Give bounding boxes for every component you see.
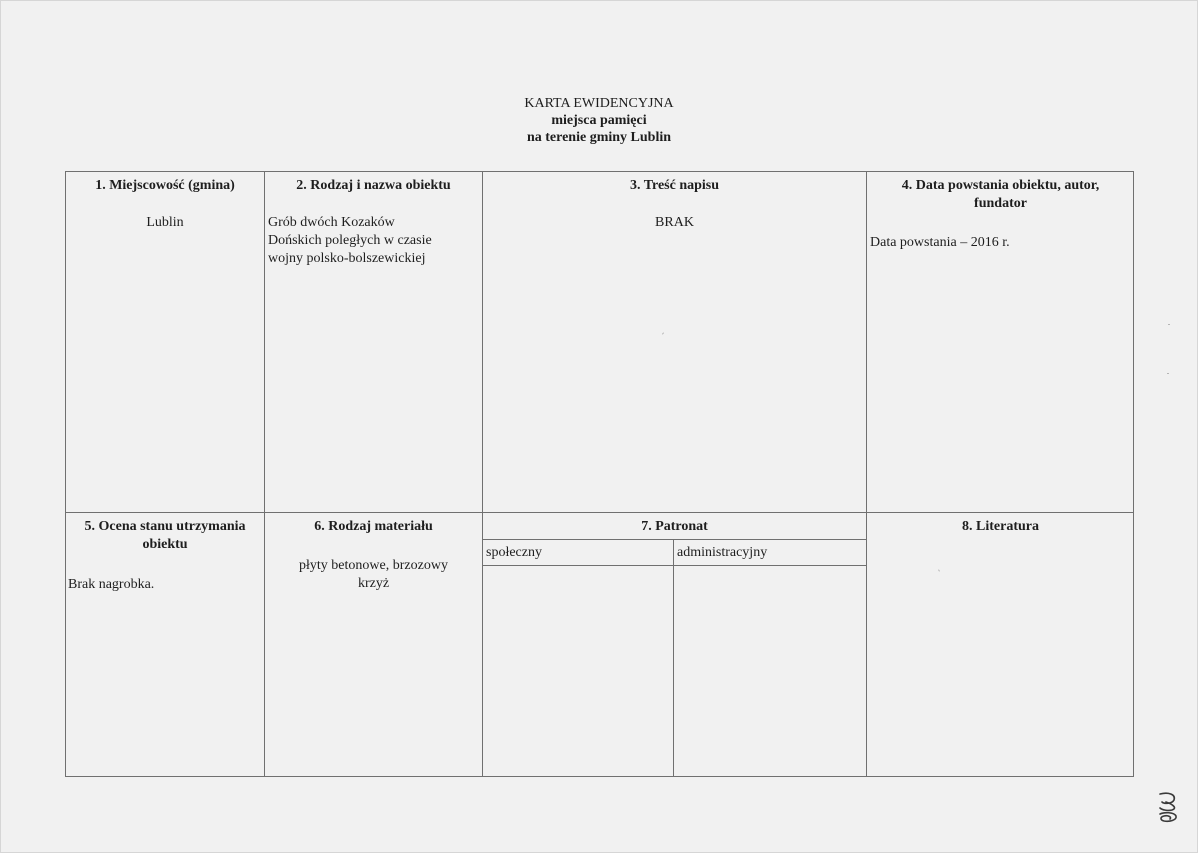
title-line-1: KARTA EWIDENCYJNA (524, 96, 674, 111)
cell-value-inscription: BRAK (655, 215, 694, 230)
scan-speck (938, 569, 940, 571)
cell-title-inscription: 3. Treść napisu (629, 178, 720, 193)
title-line-2: miejsca pamięci (551, 113, 647, 128)
patronage-social: społeczny (486, 545, 542, 560)
document-title (0, 96, 1198, 112)
object-type-line-2: Dońskich poległych w czasie (268, 233, 432, 248)
table-vline-patronat (673, 539, 674, 777)
condition-title-line-1: 5. Ocena stanu utrzymania (84, 519, 246, 534)
cell-value-material (265, 557, 482, 593)
table-hline-row (65, 512, 1134, 513)
table-vline-3 (866, 171, 867, 777)
material-line-2: krzyż (357, 576, 390, 591)
cell-value-date-author: Data powstania – 2016 r. (870, 235, 1010, 250)
table-vline-1 (264, 171, 265, 777)
cell-title-date-author (867, 177, 1134, 213)
cell-title-literature: 8. Literatura (962, 519, 1039, 534)
scan-speck (1167, 373, 1169, 374)
record-table (65, 171, 1134, 777)
cell-title-object-type: 2. Rodzaj i nazwa obiektu (296, 178, 451, 193)
table-hline-patronat-2 (482, 565, 866, 566)
object-type-line-1: Grób dwóch Kozaków (268, 215, 395, 230)
cell-title-locality: 1. Miejscowość (gmina) (95, 178, 235, 193)
condition-title-line-2: obiektu (142, 537, 188, 552)
document-subtitle (0, 113, 1198, 129)
date-author-title-line-1: 4. Data powstania obiektu, autor, (901, 178, 1100, 193)
material-line-1: płyty betonowe, brzozowy (299, 558, 448, 573)
table-hline-patronat-1 (482, 539, 866, 540)
table-vline-2 (482, 171, 483, 777)
cell-value-condition: Brak nagrobka. (68, 577, 155, 592)
cell-title-material: 6. Rodzaj materiału (314, 519, 433, 534)
object-type-line-3: wojny polsko-bolszewickiej (268, 251, 426, 266)
date-author-title-line-2: fundator (974, 196, 1027, 211)
document-subtitle-2 (0, 130, 1198, 146)
scan-speck (1168, 324, 1170, 325)
cell-value-object-type (268, 214, 480, 268)
handwritten-page-number-icon (1150, 790, 1186, 826)
cell-value-locality: Lublin (146, 215, 184, 230)
cell-title-patronage: 7. Patronat (641, 519, 708, 534)
title-line-3: na terenie gminy Lublin (526, 130, 672, 145)
cell-title-condition (66, 518, 264, 554)
patronage-administrative: administracyjny (677, 545, 768, 560)
